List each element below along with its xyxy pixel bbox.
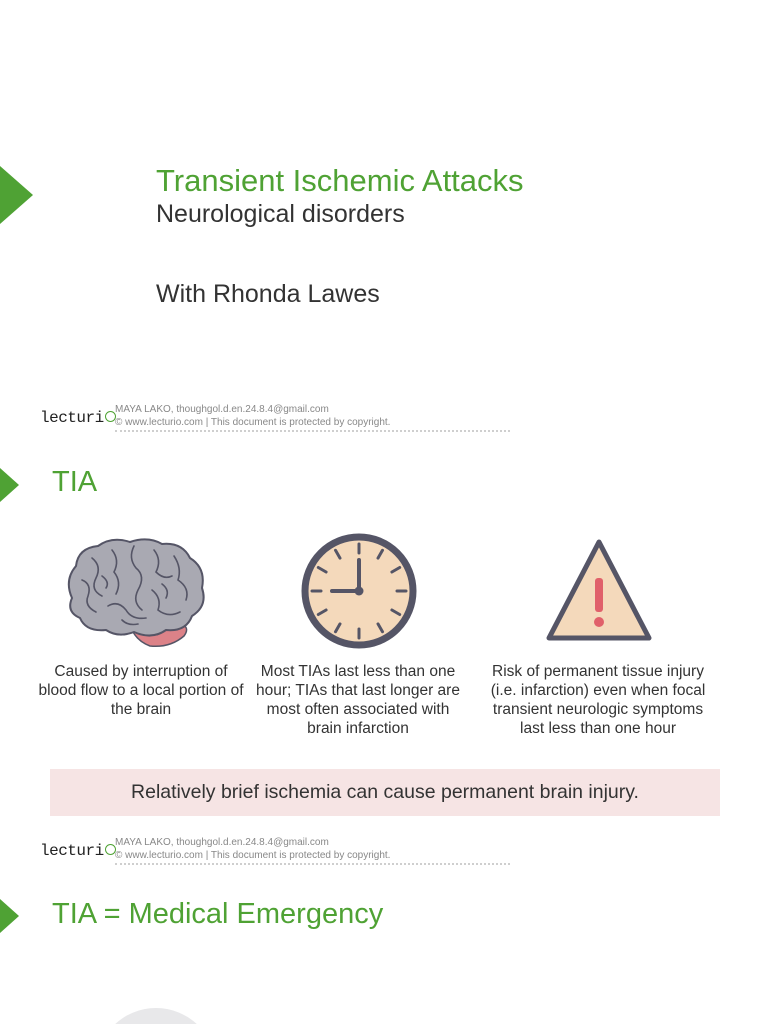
emergency-slide	[0, 868, 768, 1024]
footer-cropped-line	[115, 429, 510, 432]
presenter-name: With Rhonda Lawes	[156, 280, 380, 308]
caption-risk: Risk of permanent tissue injury (i.e. infarction) even when focal transient neurologic symptoms last less than one hour	[490, 663, 706, 737]
clock-icon	[298, 530, 420, 652]
slide-marker-arrow	[0, 899, 19, 933]
slide-marker-arrow	[0, 166, 33, 224]
cropped-icon-top	[96, 1008, 216, 1024]
slide-marker-arrow	[0, 468, 19, 502]
course-subtitle: Neurological disorders	[156, 200, 405, 228]
caption-duration: Most TIAs last less than one hour; TIAs that last longer are most often associated with brain infarction	[256, 663, 460, 737]
lecturio-logo: lecturi	[40, 409, 116, 427]
key-message-banner: Relatively brief ischemia can cause permanent brain injury.	[50, 769, 720, 816]
brain-icon	[62, 536, 208, 648]
slide-footer	[40, 403, 480, 433]
tia-slide	[0, 436, 768, 868]
title-slide	[0, 0, 768, 436]
lecturio-logo: lecturi	[40, 842, 116, 860]
footer-text: MAYA LAKO, thoughgol.d.en.24.8.4@gmail.com © www.lecturio.com | This document is protected by copyright.	[115, 404, 391, 428]
slide-footer	[40, 836, 480, 866]
slide-title: TIA = Medical Emergency	[52, 898, 384, 930]
footer-cropped-line	[115, 862, 510, 865]
footer-text: MAYA LAKO, thoughgol.d.en.24.8.4@gmail.com © www.lecturio.com | This document is protected by copyright.	[115, 837, 391, 861]
slide-title: TIA	[52, 466, 98, 498]
course-title: Transient Ischemic Attacks	[156, 163, 524, 198]
caption-blood-flow: Caused by interruption of blood flow to a local portion of the brain	[38, 663, 244, 718]
warning-icon	[543, 536, 655, 642]
